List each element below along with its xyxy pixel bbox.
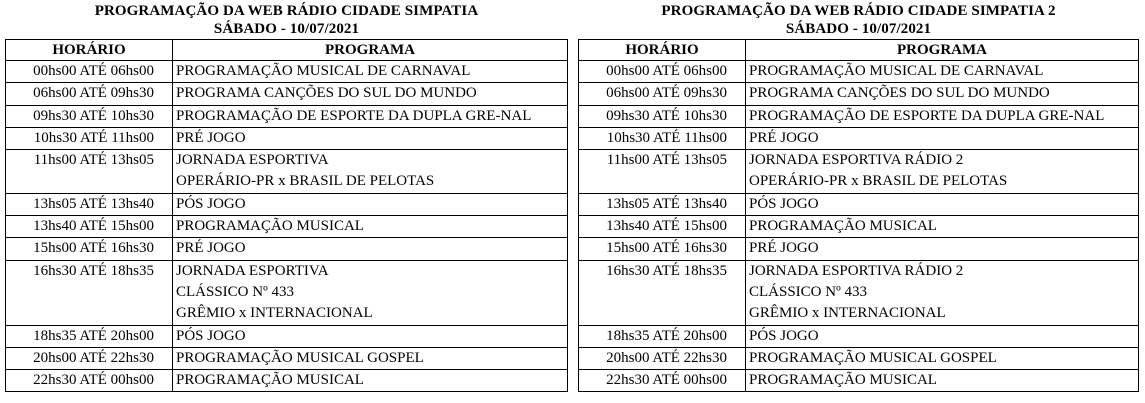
- time-cell: 15hs00 ATÉ 16hs30: [6, 238, 173, 260]
- time-cell: 18hs35 ATÉ 20hs00: [6, 325, 173, 347]
- program-line: PRÉ JOGO: [749, 129, 819, 146]
- program-line: GRÊMIO x INTERNACIONAL: [749, 305, 946, 322]
- schedule-body: [6, 61, 568, 392]
- program-line: PÓS JOGO: [749, 195, 819, 212]
- table-row: [6, 150, 568, 194]
- program-cell: [746, 83, 1139, 105]
- time-cell: 06hs00 ATÉ 09hs30: [6, 83, 173, 105]
- table-row: [6, 238, 568, 260]
- table-row: [579, 150, 1139, 194]
- time-cell: 20hs00 ATÉ 22hs30: [6, 347, 173, 369]
- table-header-row: [579, 40, 1139, 61]
- time-cell: 06hs00 ATÉ 09hs30: [579, 83, 746, 105]
- column-header-program: PROGRAMA: [746, 40, 1139, 61]
- program-line: CLÁSSICO Nº 433: [749, 283, 868, 300]
- column-header-program: PROGRAMA: [173, 40, 568, 61]
- program-cell: [173, 127, 568, 149]
- program-line: PRÉ JOGO: [749, 240, 819, 257]
- schedule-table: [578, 39, 1139, 392]
- table-row: [579, 127, 1139, 149]
- table-row: [6, 127, 568, 149]
- table-row: [6, 347, 568, 369]
- schedule-title: PROGRAMAÇÃO DA WEB RÁDIO CIDADE SIMPATIA: [94, 3, 479, 19]
- program-line: PROGRAMAÇÃO MUSICAL: [176, 372, 364, 389]
- table-row: [6, 61, 568, 83]
- time-cell: 20hs00 ATÉ 22hs30: [579, 347, 746, 369]
- schedule-body: [579, 61, 1139, 392]
- program-cell: [746, 193, 1139, 215]
- program-line: PROGRAMA CANÇÕES DO SUL DO MUNDO: [749, 85, 1050, 102]
- table-header-row: [6, 40, 568, 61]
- table-row: [6, 325, 568, 347]
- program-line: PROGRAMAÇÃO MUSICAL DE CARNAVAL: [749, 63, 1044, 79]
- time-cell: 00hs00 ATÉ 06hs00: [6, 61, 173, 83]
- table-row: [579, 347, 1139, 369]
- program-line: PROGRAMAÇÃO MUSICAL GOSPEL: [749, 349, 997, 366]
- program-line: GRÊMIO x INTERNACIONAL: [176, 305, 373, 322]
- time-cell: 16hs30 ATÉ 18hs35: [579, 260, 746, 325]
- program-cell: [173, 238, 568, 260]
- program-cell: [173, 150, 568, 194]
- table-row: [579, 105, 1139, 127]
- time-cell: 13hs05 ATÉ 13hs40: [6, 193, 173, 215]
- time-cell: 11hs00 ATÉ 13hs05: [6, 150, 173, 194]
- program-line: PRÉ JOGO: [176, 240, 246, 257]
- time-cell: 15hs00 ATÉ 16hs30: [579, 238, 746, 260]
- program-cell: [173, 193, 568, 215]
- program-line: CLÁSSICO Nº 433: [176, 283, 295, 300]
- program-line: JORNADA ESPORTIVA RÁDIO 2: [749, 152, 964, 169]
- program-line: JORNADA ESPORTIVA: [176, 262, 329, 279]
- program-line: PROGRAMAÇÃO MUSICAL: [749, 372, 937, 389]
- table-row: [6, 83, 568, 105]
- program-cell: [173, 260, 568, 325]
- schedule-title: PROGRAMAÇÃO DA WEB RÁDIO CIDADE SIMPATIA 2: [661, 3, 1056, 19]
- table-row: [579, 325, 1139, 347]
- time-cell: 10hs30 ATÉ 11hs00: [6, 127, 173, 149]
- program-cell: [746, 105, 1139, 127]
- program-line: PROGRAMA CANÇÕES DO SUL DO MUNDO: [176, 85, 477, 102]
- table-row: [6, 105, 568, 127]
- program-cell: [746, 61, 1139, 83]
- program-line: PRÉ JOGO: [176, 129, 246, 146]
- column-header-time: HORÁRIO: [579, 40, 746, 61]
- program-cell: [173, 325, 568, 347]
- program-cell: [173, 370, 568, 392]
- program-cell: [746, 260, 1139, 325]
- program-cell: [746, 370, 1139, 392]
- program-line: JORNADA ESPORTIVA: [176, 152, 329, 169]
- program-cell: [746, 238, 1139, 260]
- program-cell: [746, 216, 1139, 238]
- program-line: PROGRAMAÇÃO MUSICAL DE CARNAVAL: [176, 63, 471, 79]
- time-cell: 18hs35 ATÉ 20hs00: [579, 325, 746, 347]
- program-cell: [173, 105, 568, 127]
- schedule-panel-left: [5, 0, 568, 392]
- table-row: [579, 193, 1139, 215]
- time-cell: 13hs40 ATÉ 15hs00: [579, 216, 746, 238]
- program-line: JORNADA ESPORTIVA RÁDIO 2: [749, 262, 964, 279]
- time-cell: 13hs05 ATÉ 13hs40: [579, 193, 746, 215]
- table-row: [579, 260, 1139, 325]
- program-cell: [173, 61, 568, 83]
- time-cell: 09hs30 ATÉ 10hs30: [6, 105, 173, 127]
- program-cell: [746, 347, 1139, 369]
- time-cell: 11hs00 ATÉ 13hs05: [579, 150, 746, 194]
- table-row: [6, 260, 568, 325]
- program-line: OPERÁRIO-PR x BRASIL DE PELOTAS: [749, 173, 1008, 190]
- program-cell: [746, 150, 1139, 194]
- time-cell: 16hs30 ATÉ 18hs35: [6, 260, 173, 325]
- column-header-time: HORÁRIO: [6, 40, 173, 61]
- program-cell: [173, 83, 568, 105]
- schedule-table: [5, 39, 568, 392]
- program-line: PROGRAMAÇÃO DE ESPORTE DA DUPLA GRE-NAL: [176, 107, 532, 124]
- program-line: PÓS JOGO: [749, 327, 819, 344]
- program-cell: [746, 325, 1139, 347]
- schedule-date: SÁBADO - 10/07/2021: [213, 21, 360, 37]
- table-row: [579, 61, 1139, 83]
- program-line: OPERÁRIO-PR x BRASIL DE PELOTAS: [176, 173, 435, 190]
- table-row: [579, 83, 1139, 105]
- table-row: [6, 370, 568, 392]
- time-cell: 13hs40 ATÉ 15hs00: [6, 216, 173, 238]
- program-line: PROGRAMAÇÃO MUSICAL GOSPEL: [176, 349, 424, 366]
- table-row: [6, 193, 568, 215]
- time-cell: 22hs30 ATÉ 00hs00: [579, 370, 746, 392]
- time-cell: 22hs30 ATÉ 00hs00: [6, 370, 173, 392]
- program-line: PROGRAMAÇÃO MUSICAL: [176, 218, 364, 235]
- time-cell: 10hs30 ATÉ 11hs00: [579, 127, 746, 149]
- program-line: PÓS JOGO: [176, 195, 246, 212]
- table-row: [579, 238, 1139, 260]
- program-cell: [173, 347, 568, 369]
- schedule-date: SÁBADO - 10/07/2021: [785, 21, 932, 37]
- time-cell: 00hs00 ATÉ 06hs00: [579, 61, 746, 83]
- schedule-panel-right: [578, 0, 1139, 392]
- program-cell: [173, 216, 568, 238]
- program-line: PÓS JOGO: [176, 327, 246, 344]
- table-row: [6, 216, 568, 238]
- table-row: [579, 370, 1139, 392]
- time-cell: 09hs30 ATÉ 10hs30: [579, 105, 746, 127]
- program-cell: [746, 127, 1139, 149]
- table-row: [579, 216, 1139, 238]
- program-line: PROGRAMAÇÃO DE ESPORTE DA DUPLA GRE-NAL: [749, 107, 1105, 124]
- program-line: PROGRAMAÇÃO MUSICAL: [749, 218, 937, 235]
